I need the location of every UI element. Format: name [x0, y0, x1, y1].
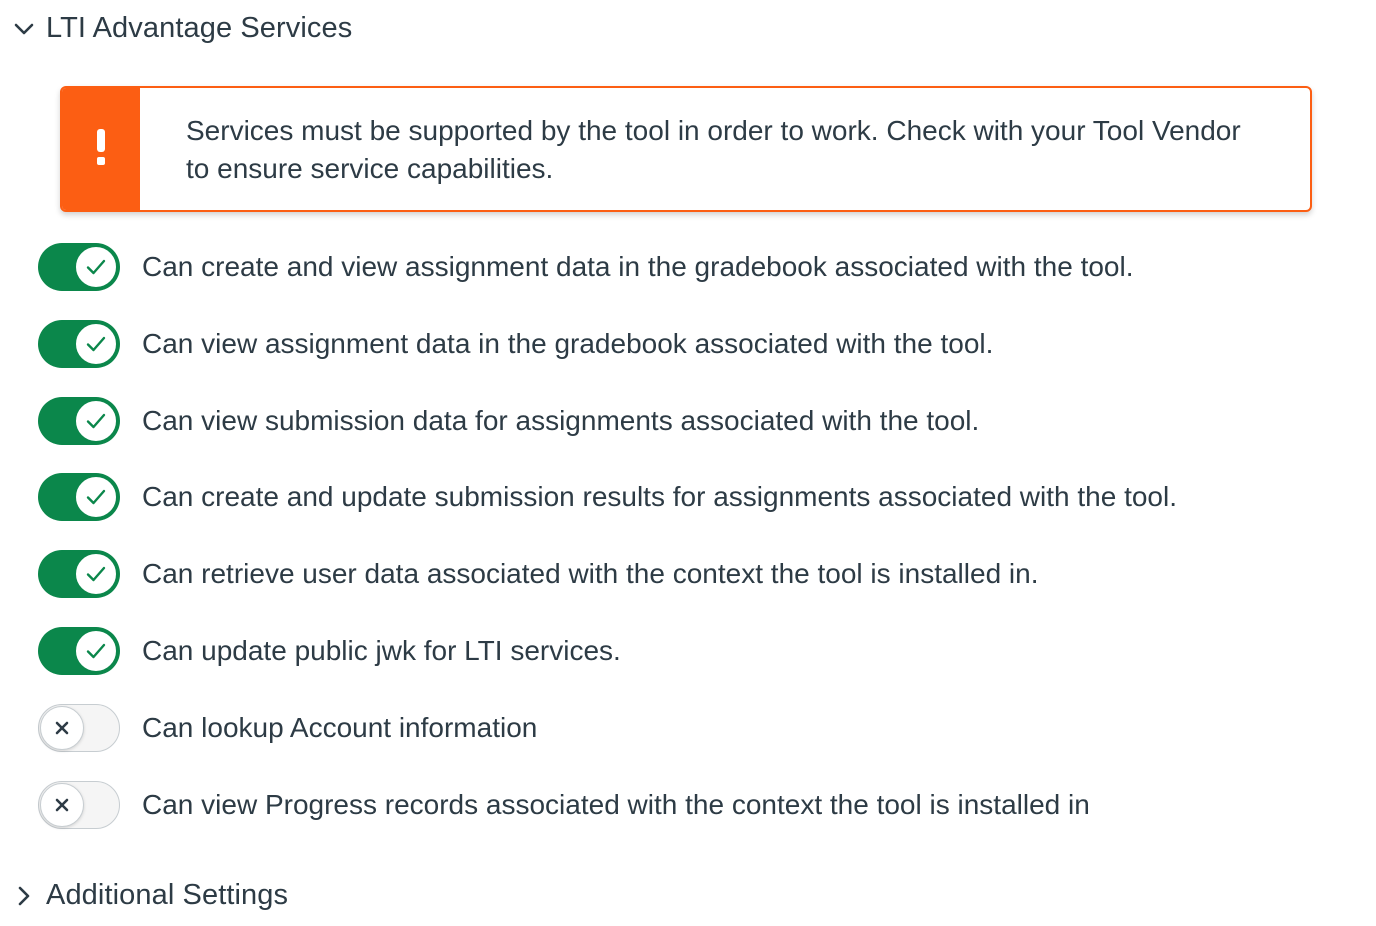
service-toggle-label: Can view submission data for assignments associated with the tool. — [142, 405, 980, 436]
chevron-down-icon — [12, 17, 36, 41]
checkmark-icon — [83, 254, 109, 280]
service-toggle-row — [38, 319, 993, 369]
checkmark-icon — [83, 638, 109, 664]
additional-settings-title: Additional Settings — [46, 879, 289, 911]
x-icon — [53, 719, 71, 737]
service-toggle-label: Can view Progress records associated with the context the tool is installed in — [142, 789, 1090, 820]
alert-icon-strip — [62, 88, 140, 210]
toggle-knob — [74, 399, 118, 443]
checkmark-icon — [83, 561, 109, 587]
service-toggle-row — [38, 626, 621, 676]
toggle-knob — [74, 629, 118, 673]
service-toggle-label: Can update public jwk for LTI services. — [142, 635, 621, 666]
toggle-knob — [40, 783, 84, 827]
alert-message: Services must be supported by the tool in order to work. Check with your Tool Vendor to ensure service capabilities. — [186, 115, 1241, 184]
checkmark-icon — [83, 484, 109, 510]
service-toggle-label: Can view assignment data in the gradebook associated with the tool. — [142, 328, 994, 359]
service-toggle-row — [38, 549, 1039, 599]
additional-settings-toggle[interactable] — [12, 879, 288, 912]
toggle-knob — [74, 475, 118, 519]
service-toggle-label: Can create and update submission results for assignments associated with the tool. — [142, 481, 1178, 512]
service-toggle-switch[interactable] — [38, 243, 120, 291]
service-toggle-row — [38, 242, 1134, 292]
service-toggle-row — [38, 396, 979, 446]
service-toggle-row — [38, 780, 1090, 830]
checkmark-icon — [83, 408, 109, 434]
toggle-knob — [74, 322, 118, 366]
service-toggle-switch[interactable] — [38, 704, 120, 752]
checkmark-icon — [83, 331, 109, 357]
service-toggle-switch[interactable] — [38, 397, 120, 445]
lti-advantage-services-title: LTI Advantage Services — [46, 12, 353, 44]
service-toggle-label: Can create and view assignment data in the gradebook associated with the tool. — [142, 251, 1134, 282]
toggle-knob — [40, 706, 84, 750]
lti-advantage-services-toggle[interactable] — [12, 12, 352, 45]
toggle-knob — [74, 245, 118, 289]
service-toggle-switch[interactable] — [38, 473, 120, 521]
toggle-knob — [74, 552, 118, 596]
service-toggle-switch[interactable] — [38, 627, 120, 675]
service-toggle-row — [38, 472, 1177, 522]
service-toggle-label: Can lookup Account information — [142, 712, 538, 743]
services-warning-alert — [60, 86, 1312, 212]
exclamation-icon — [93, 127, 109, 172]
service-toggle-switch[interactable] — [38, 320, 120, 368]
service-toggle-switch[interactable] — [38, 550, 120, 598]
service-toggle-switch[interactable] — [38, 781, 120, 829]
service-toggle-row — [38, 703, 537, 753]
service-toggle-label: Can retrieve user data associated with the context the tool is installed in. — [142, 558, 1039, 589]
chevron-right-icon — [12, 884, 36, 908]
x-icon — [53, 796, 71, 814]
